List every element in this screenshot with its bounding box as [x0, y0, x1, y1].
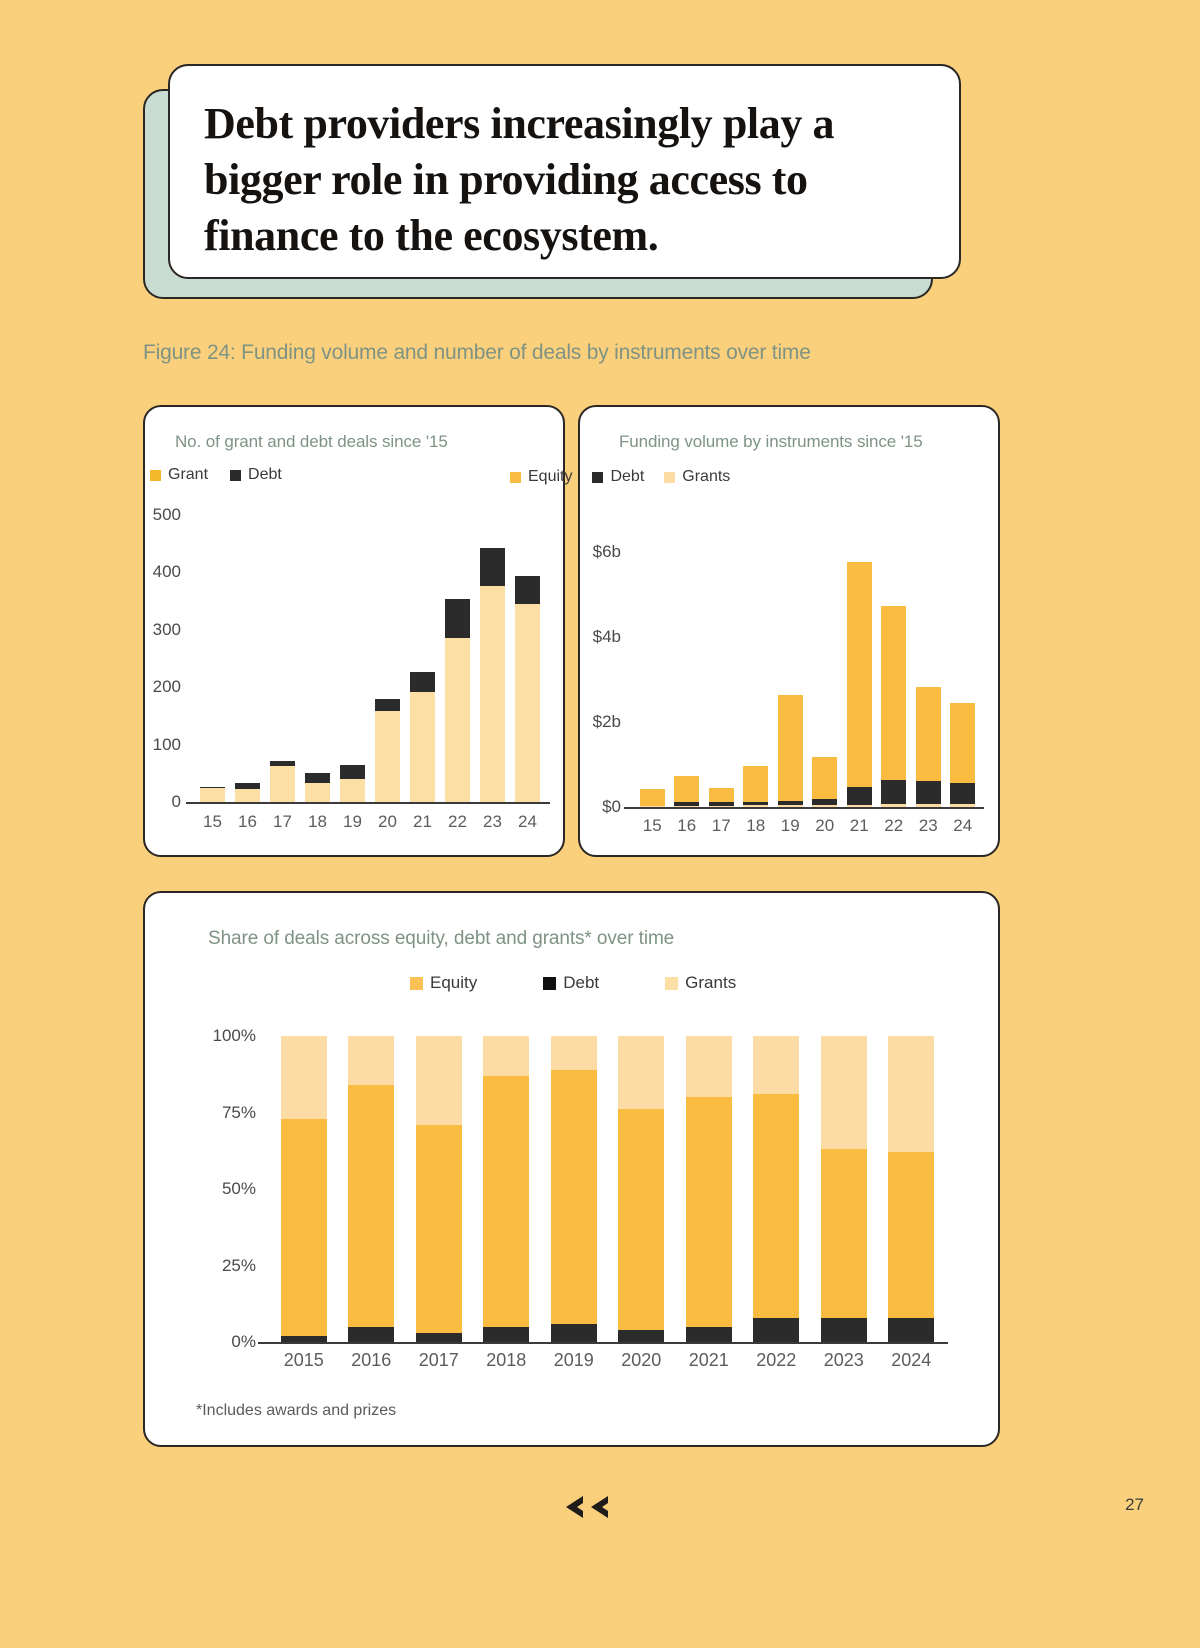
- bar-segment-debt: [881, 780, 906, 803]
- page-number: 27: [1125, 1495, 1144, 1514]
- x-axis-labels-deals: [195, 812, 545, 838]
- bar-segment-equity: [812, 757, 837, 799]
- bar-segment-debt: [950, 783, 975, 804]
- legend-label: Grants: [682, 468, 731, 485]
- bar-segment-equity: [416, 1125, 462, 1333]
- bar-20: [375, 699, 400, 802]
- y-axis-tick: 50%: [221, 1179, 256, 1198]
- bar-segment-debt: [340, 765, 365, 779]
- bar-segment-grant: [235, 789, 260, 802]
- x-axis-tick: 18: [746, 816, 766, 835]
- x-axis-tick: 24: [518, 812, 537, 831]
- bar-segment-debt: [480, 548, 505, 586]
- chart-title-volume: Funding volume by instruments since '15: [619, 432, 923, 451]
- legend-swatch-icon: [664, 472, 675, 483]
- legend-item-grants: [664, 468, 730, 486]
- chart-footnote: *Includes awards and prizes: [196, 1402, 397, 1419]
- bar-segment-debt: [515, 576, 540, 604]
- headline-card-face: [168, 64, 961, 279]
- chart-title-share: Share of deals across equity, debt and grants* over time: [208, 928, 675, 949]
- bar-18: [305, 773, 330, 802]
- bar-segment-grants: [416, 1036, 462, 1125]
- bar-2024: [888, 1036, 934, 1342]
- bar-segment-grant: [270, 766, 295, 802]
- x-axis-tick: 18: [308, 812, 327, 831]
- bar-segment-grants: [281, 1036, 327, 1119]
- bar-23: [480, 548, 505, 802]
- bar-18: [743, 766, 768, 807]
- bar-segment-debt: [483, 1327, 529, 1342]
- x-axis-tick: 21: [849, 816, 869, 835]
- headline-card: [143, 64, 961, 304]
- legend-label: Equity: [430, 973, 478, 992]
- bar-segment-grants: [753, 1036, 799, 1094]
- bar-segment-debt: [709, 802, 734, 806]
- legend-label: Debt: [248, 466, 282, 483]
- bar-segment-debt: [618, 1330, 664, 1342]
- bar-17: [709, 788, 734, 807]
- x-axis-tick: 2020: [621, 1350, 662, 1370]
- bar-22: [445, 599, 470, 802]
- x-axis-tick: 2017: [418, 1350, 459, 1370]
- bar-segment-equity: [551, 1070, 597, 1324]
- bar-16: [674, 776, 699, 807]
- x-axis-tick: 2023: [823, 1350, 864, 1370]
- bar-segment-debt: [686, 1327, 732, 1342]
- x-axis-tick: 22: [884, 816, 904, 835]
- x-axis-tick: 2022: [756, 1350, 797, 1370]
- x-axis-line-volume: [624, 807, 984, 809]
- x-axis-tick: 16: [677, 816, 697, 835]
- x-axis-tick: 21: [413, 812, 432, 831]
- bar-segment-grants: [551, 1036, 597, 1070]
- bar-segment-debt: [753, 1318, 799, 1342]
- bar-segment-debt: [445, 599, 470, 638]
- y-axis-tick: $2b: [592, 712, 621, 732]
- legend-item-grants: [665, 973, 736, 993]
- bar-segment-debt: [778, 801, 803, 805]
- legend-swatch-icon: [510, 472, 521, 483]
- bar-segment-debt: [743, 802, 768, 805]
- bar-segment-equity: [753, 1094, 799, 1317]
- y-axis-tick: 300: [152, 619, 181, 639]
- bar-22: [881, 606, 906, 807]
- bar-24: [515, 576, 540, 802]
- y-axis-tick: 25%: [221, 1255, 256, 1275]
- x-axis-tick: 24: [953, 816, 973, 835]
- bar-15: [640, 789, 665, 807]
- bar-segment-grant: [375, 711, 400, 802]
- bar-segment-grants: [348, 1036, 394, 1085]
- bar-segment-equity: [281, 1119, 327, 1336]
- legend-swatch-icon: [543, 977, 556, 990]
- legend-label: Grants: [685, 973, 737, 992]
- x-axis-tick: 17: [273, 812, 292, 831]
- bar-segment-equity: [821, 1149, 867, 1317]
- bar-21: [847, 562, 872, 807]
- legend-item-debt: [592, 468, 644, 486]
- bar-2015: [281, 1036, 327, 1342]
- x-axis-tick: 16: [238, 812, 257, 831]
- x-axis-tick: 17: [711, 816, 731, 835]
- bar-2023: [821, 1036, 867, 1342]
- figure-caption: Figure 24: Funding volume and number of deals by instruments over time: [143, 341, 811, 364]
- x-axis-tick: 2024: [891, 1350, 932, 1370]
- x-axis-tick: 2019: [553, 1350, 594, 1370]
- x-axis-tick: 20: [378, 812, 397, 831]
- chart-plot-deals: [152, 505, 545, 811]
- x-axis-tick: 15: [203, 812, 222, 831]
- bar-segment-debt: [812, 799, 837, 805]
- y-axis-tick: 100: [152, 734, 181, 754]
- bar-segment-debt: [847, 787, 872, 805]
- bar-19: [778, 695, 803, 807]
- bar-2016: [348, 1036, 394, 1342]
- legend-item-equity: [410, 973, 477, 993]
- x-axis-tick: 23: [918, 816, 938, 835]
- bar-segment-equity: [348, 1085, 394, 1327]
- legend-item-equity: [510, 468, 572, 486]
- bar-20: [812, 757, 837, 807]
- legend-swatch-icon: [150, 470, 161, 481]
- x-axis-tick: 2016: [351, 1350, 392, 1370]
- legend-swatch-icon: [230, 470, 241, 481]
- bar-2021: [686, 1036, 732, 1342]
- bar-23: [916, 687, 941, 807]
- bar-segment-grants: [618, 1036, 664, 1109]
- chart-plot-share: [212, 1026, 945, 1351]
- bar-21: [410, 672, 435, 802]
- y-axis-tick: 400: [152, 562, 181, 582]
- y-axis-tick: 200: [152, 677, 181, 697]
- bar-segment-equity: [483, 1076, 529, 1327]
- bar-2018: [483, 1036, 529, 1342]
- legend-item-debt: [230, 466, 282, 484]
- x-axis-tick: 19: [780, 816, 800, 835]
- bar-segment-equity: [881, 606, 906, 780]
- legend-item-debt: [543, 973, 599, 993]
- bar-segment-equity: [618, 1109, 664, 1329]
- x-axis-tick: 2021: [688, 1350, 729, 1370]
- bar-segment-grants: [821, 1036, 867, 1149]
- bar-segment-debt: [348, 1327, 394, 1342]
- bar-segment-equity: [888, 1152, 934, 1317]
- bar-segment-debt: [416, 1333, 462, 1342]
- bar-segment-grants: [888, 1036, 934, 1152]
- x-axis-tick: 22: [448, 812, 467, 831]
- bar-segment-equity: [950, 703, 975, 784]
- x-axis-tick: 15: [642, 816, 662, 835]
- bar-segment-debt: [375, 699, 400, 712]
- y-axis-tick: 75%: [221, 1102, 256, 1122]
- bar-segment-debt: [888, 1318, 934, 1342]
- legend-swatch-icon: [410, 977, 423, 990]
- bar-segment-grant: [340, 779, 365, 802]
- bar-segment-debt: [551, 1324, 597, 1342]
- legend-label: Grant: [168, 466, 209, 483]
- bar-segment-debt: [235, 783, 260, 789]
- y-axis-tick: 100%: [212, 1026, 256, 1045]
- x-axis-tick: 23: [483, 812, 502, 831]
- bar-segment-grants: [686, 1036, 732, 1097]
- bar-2019: [551, 1036, 597, 1342]
- bar-segment-grants: [483, 1036, 529, 1076]
- bar-17: [270, 761, 295, 802]
- legend-swatch-icon: [592, 472, 603, 483]
- y-axis-tick: 500: [152, 505, 181, 524]
- bar-segment-debt: [270, 761, 295, 767]
- bar-segment-equity: [847, 562, 872, 787]
- double-chevron-left-logo: [556, 1492, 618, 1527]
- bar-segment-equity: [709, 788, 734, 802]
- legend-swatch-icon: [665, 977, 678, 990]
- x-axis-labels-share: [270, 1350, 945, 1380]
- chart-legend-volume: [510, 468, 730, 486]
- bar-19: [340, 765, 365, 802]
- bar-segment-grant: [410, 692, 435, 802]
- x-axis-line-share: [258, 1342, 948, 1344]
- bar-segment-equity: [916, 687, 941, 780]
- x-axis-line-deals: [186, 802, 550, 804]
- bar-2022: [753, 1036, 799, 1342]
- y-axis-tick: $6b: [592, 542, 621, 562]
- bar-15: [200, 787, 225, 802]
- bar-24: [950, 703, 975, 807]
- bar-segment-equity: [686, 1097, 732, 1327]
- bar-segment-grant: [305, 783, 330, 802]
- y-axis-tick: $4b: [592, 627, 621, 647]
- bar-segment-grant: [515, 604, 540, 802]
- page-title: Debt providers increasingly play a bigger role in providing access to finance to the ecosystem.: [204, 99, 835, 260]
- legend-label: Debt: [563, 973, 600, 992]
- x-axis-labels-volume: [635, 816, 980, 842]
- bar-segment-debt: [305, 773, 330, 783]
- bar-16: [235, 783, 260, 802]
- bar-segment-debt: [200, 787, 225, 788]
- y-axis-tick: $0: [602, 797, 621, 816]
- x-axis-tick: 19: [343, 812, 362, 831]
- bar-segment-grant: [480, 586, 505, 802]
- bar-segment-grant: [200, 788, 225, 802]
- bar-segment-debt: [674, 802, 699, 806]
- bar-segment-debt: [410, 672, 435, 692]
- legend-label: Equity: [528, 468, 573, 485]
- y-axis-tick: 0%: [231, 1332, 256, 1351]
- bar-2020: [618, 1036, 664, 1342]
- bar-segment-equity: [778, 695, 803, 801]
- chart-legend-share: [410, 973, 736, 993]
- bar-segment-grant: [445, 638, 470, 802]
- bar-segment-equity: [674, 776, 699, 802]
- bar-segment-equity: [743, 766, 768, 802]
- legend-item-grant: [150, 466, 208, 484]
- chart-plot-volume: [592, 527, 980, 816]
- bar-segment-debt: [821, 1318, 867, 1342]
- chart-legend-deals: [150, 466, 282, 484]
- x-axis-tick: 2018: [486, 1350, 527, 1370]
- chart-title-deals: No. of grant and debt deals since '15: [175, 432, 448, 451]
- bar-segment-equity: [640, 789, 665, 806]
- x-axis-tick: 20: [815, 816, 835, 835]
- x-axis-tick: 2015: [283, 1350, 324, 1370]
- bar-2017: [416, 1036, 462, 1342]
- y-axis-tick: 0: [171, 792, 181, 811]
- bar-segment-debt: [916, 781, 941, 804]
- legend-label: Debt: [610, 468, 645, 485]
